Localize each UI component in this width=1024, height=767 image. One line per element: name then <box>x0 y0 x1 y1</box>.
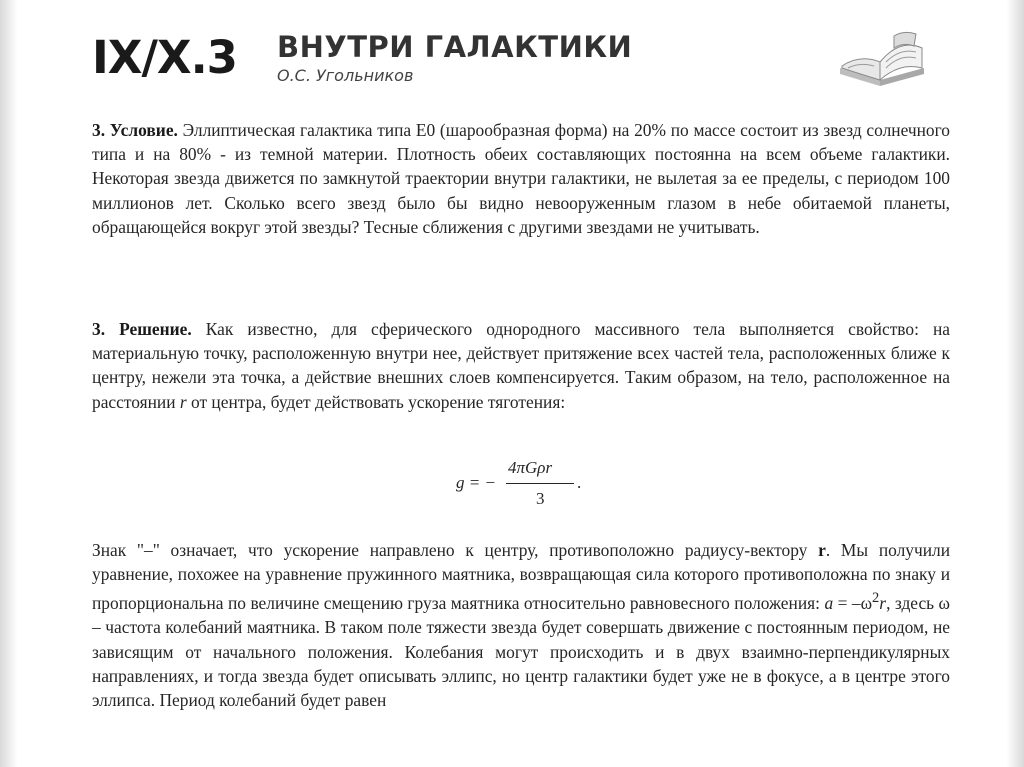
formula-lhs: g = − <box>456 473 496 492</box>
explanation-paragraph <box>92 538 950 712</box>
condition-paragraph <box>92 118 950 239</box>
page-title: ВНУТРИ ГАЛАКТИКИ <box>277 30 633 64</box>
header <box>92 26 952 96</box>
section-code: IX/X.3 <box>92 31 237 84</box>
explanation-text-3: , здесь ω – частота колебаний маятника. В таком поле тяжести звезда будет совершать движение с постоянным периодом, не зависящим от начального положения. Колебания могут происходить и в двух взаимно-перпендикулярных направлениях, и тогда звезда будет описывать эллипс, но центр галактики будет уже не в фокусе, а в центре этого эллипса. Период колебаний будет равен <box>92 593 950 711</box>
eq-sup: 2 <box>872 590 880 607</box>
left-shadow <box>0 0 18 767</box>
formula-numerator: 4πGρr <box>508 458 553 477</box>
formula-end: . <box>577 473 582 492</box>
title-block <box>277 30 632 86</box>
solution-paragraph <box>92 317 950 414</box>
eq-a: a <box>824 593 834 614</box>
formula-denominator: 3 <box>536 489 545 508</box>
eq-r: r <box>879 593 887 614</box>
solution-text-1: Как известно, для сферического однородного массивного тела выполняется свойство: на материальную точку, расположенную внутри нее, действует притяжение всех частей тела, расположенных ближе к центру, нежели эта точка, а действие внешних слоев компенсируется. Таким образом, на тело, расположенное на расстоянии <box>92 319 950 412</box>
right-shadow <box>1006 0 1024 767</box>
radius-variable: r <box>179 391 187 412</box>
eq-mid: = –ω <box>837 593 873 614</box>
explanation-text-2: . Мы получили уравнение, похожее на уравнение пружинного маятника, возвращающая сила которого противоположна по знаку и пропорциональна по величине смещению груза маятника относительно равновесного положения: <box>92 540 951 614</box>
condition-label: 3. Условие. <box>92 120 178 140</box>
author-name: О.С. Угольников <box>277 66 414 85</box>
radius-vector: r <box>818 540 826 560</box>
fraction-bar <box>506 483 574 484</box>
open-book-icon <box>834 28 929 90</box>
condition-text: Эллиптическая галактика типа E0 (шарообразная форма) на 20% по массе состоит из звезд солнечного типа и на 80% - из темной материи. Плотность обеих составляющих постоянна на всем объеме галактики. Некоторая звезда движется по замкнутой траектории внутри галактики, не вылетая за ее пределы, с периодом 100 миллионов лет. Сколько всего звезд было бы видно невооруженным глазом в небе обитаемой планеты, обращающейся вокруг этой звезды? Тесные сближения с другими звездами не учитывать. <box>92 120 950 237</box>
solution-label: 3. Решение. <box>92 319 192 339</box>
gravity-formula <box>456 458 596 514</box>
explanation-text-1: Знак "–" означает, что ускорение направлено к центру, противоположно радиусу-вектору <box>92 540 808 560</box>
solution-text-2: от центра, будет действовать ускорение тяготения: <box>191 391 566 412</box>
